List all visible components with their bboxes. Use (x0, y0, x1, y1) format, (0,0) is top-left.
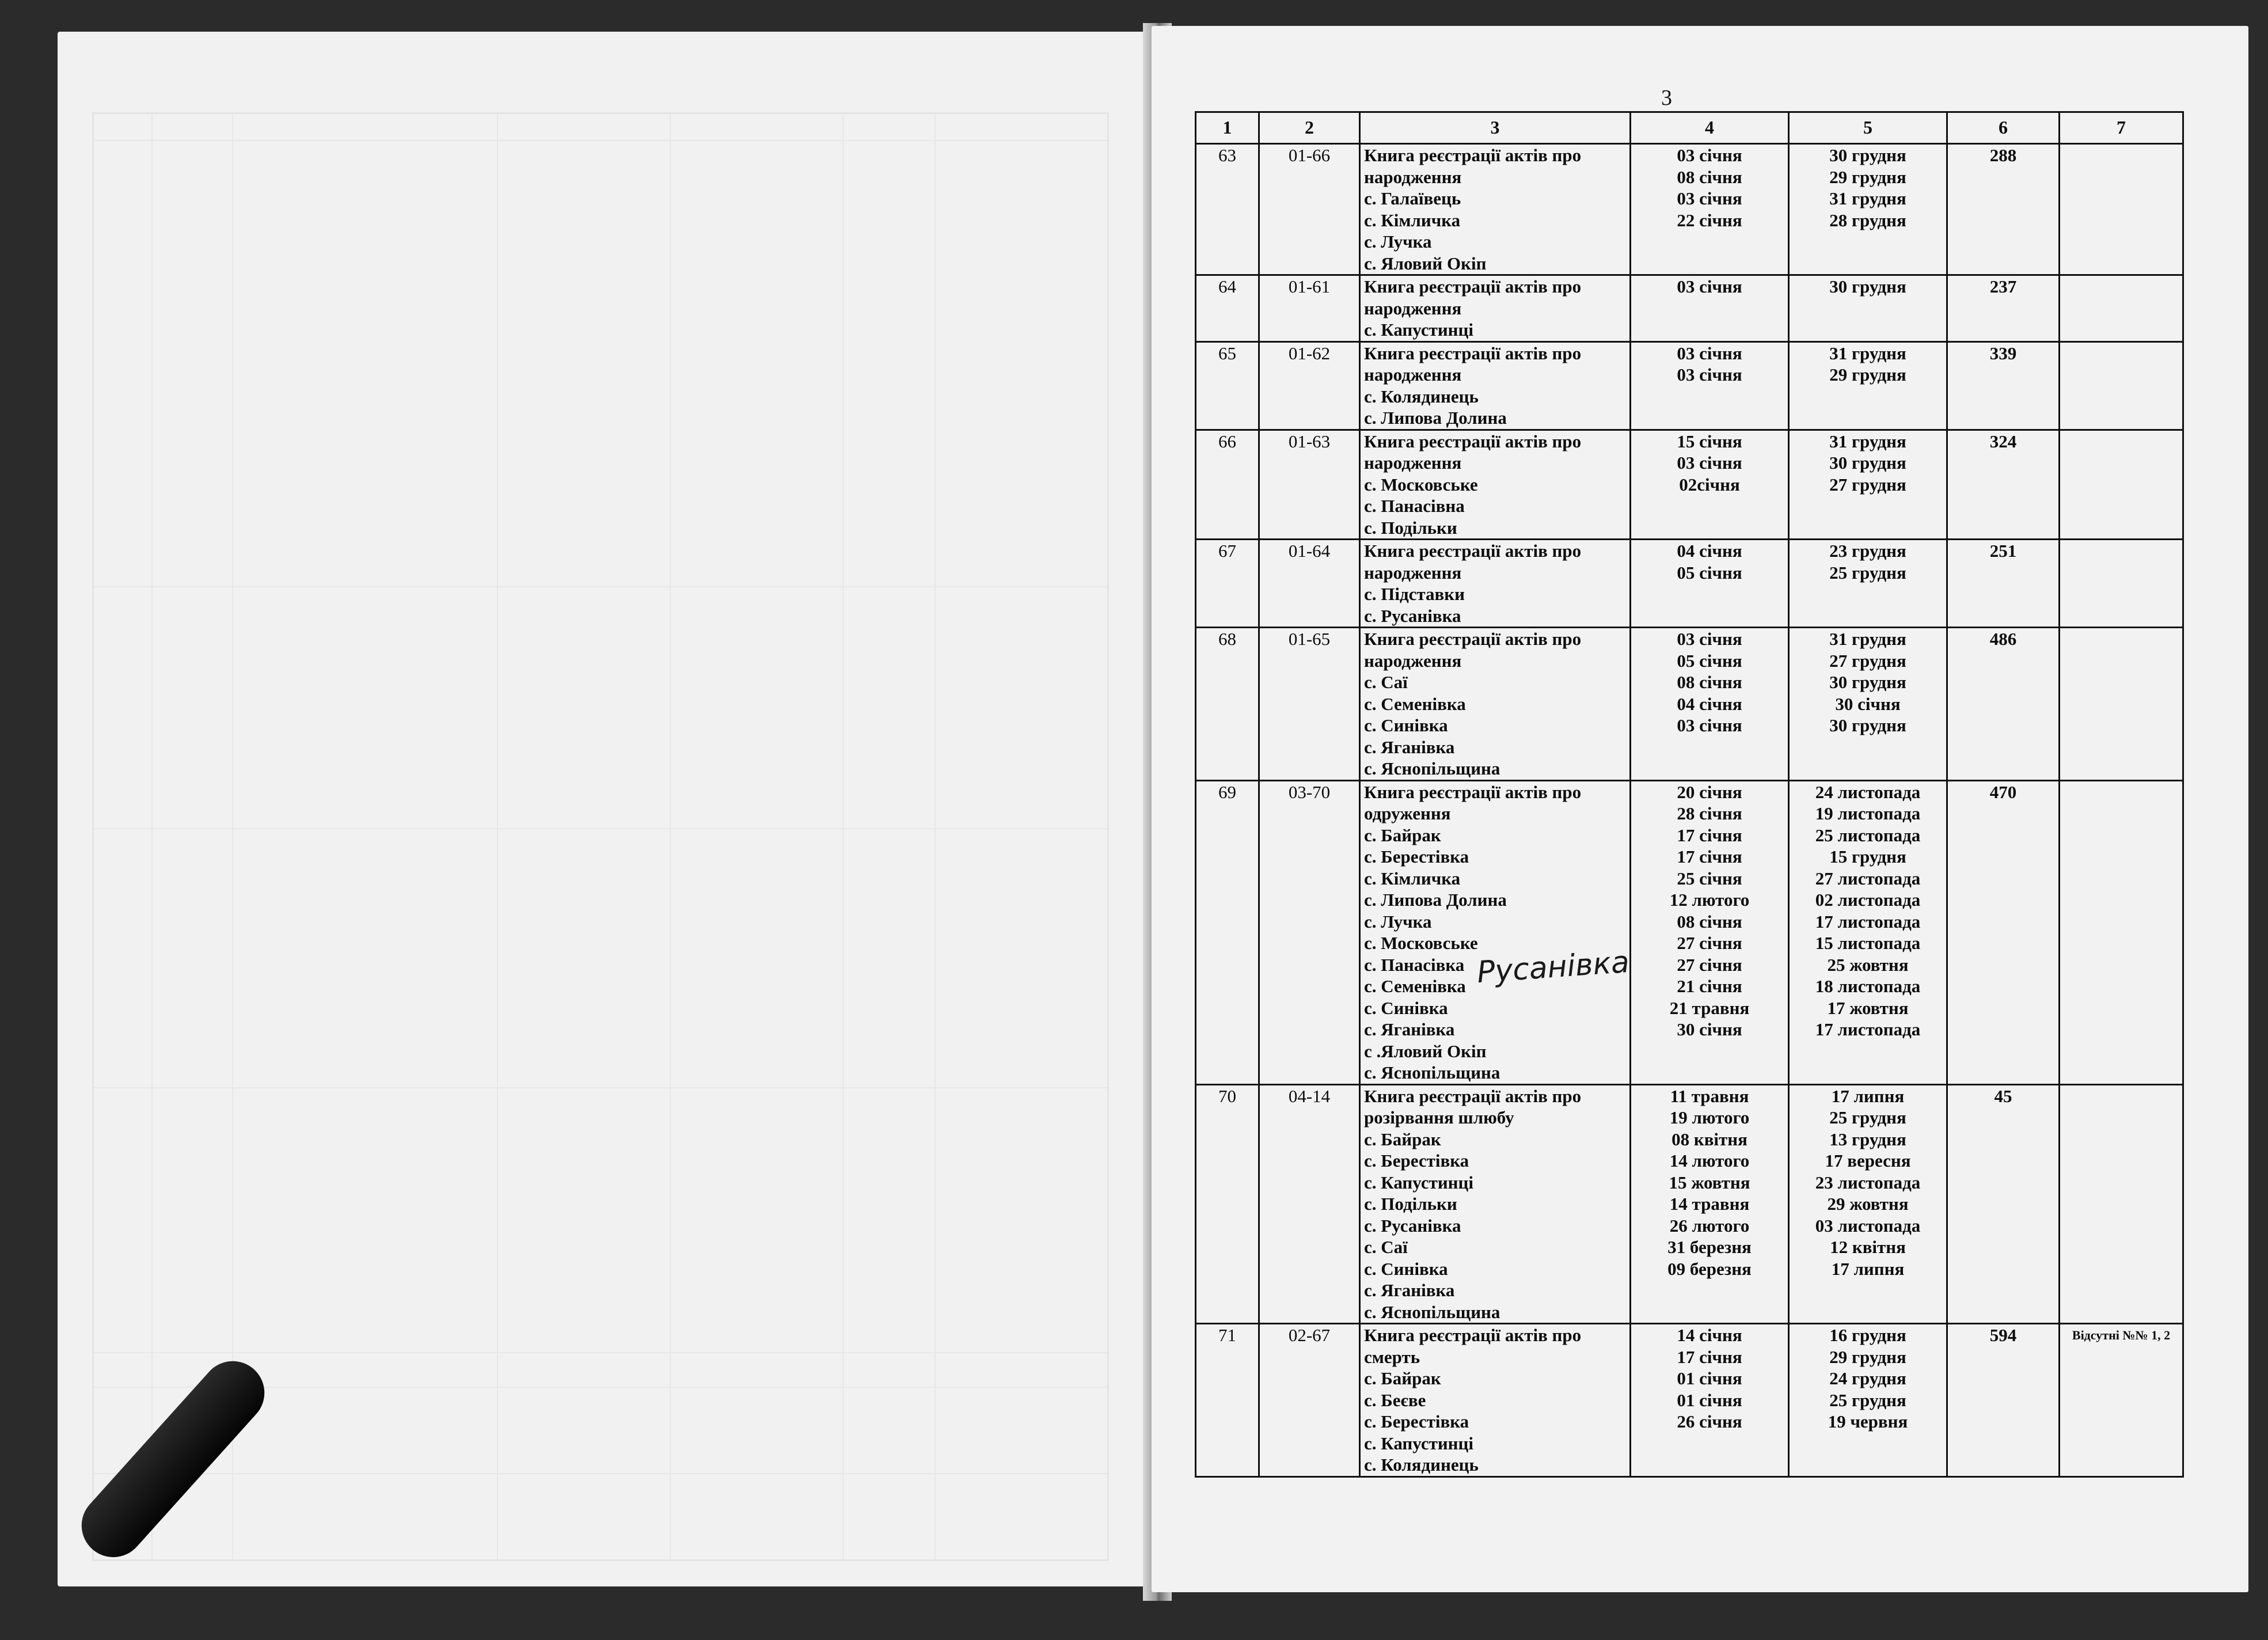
village-name: с. Яснопільщина (1364, 758, 1500, 779)
book-title-line: народження (1364, 650, 1462, 671)
left-page (58, 32, 1152, 1586)
start-date: 28 січня (1677, 803, 1742, 823)
end-date: 18 листопада (1815, 976, 1921, 996)
start-date: 30 січня (1677, 1019, 1742, 1039)
start-dates (1631, 628, 1789, 781)
handwritten-note: Русанівка (1476, 944, 1631, 990)
start-date: 03 січня (1677, 343, 1742, 363)
end-dates (1789, 341, 1947, 430)
col-header-5: 5 (1789, 112, 1947, 144)
entry-number: 71 (1196, 1324, 1259, 1477)
register-row (1196, 540, 2183, 628)
end-date: 17 вересня (1825, 1151, 1911, 1171)
col-header-7: 7 (2060, 112, 2183, 144)
entry-note (2060, 144, 2183, 275)
start-date: 17 січня (1677, 846, 1742, 867)
entry-count: 288 (1947, 144, 2060, 275)
start-dates (1631, 275, 1789, 342)
village-name: с. Капустинці (1364, 1172, 1474, 1193)
end-date: 13 грудня (1829, 1129, 1906, 1149)
register-row (1196, 1084, 2183, 1324)
entry-count: 470 (1947, 780, 2060, 1084)
end-date: 23 листопада (1815, 1172, 1921, 1193)
end-date: 29 грудня (1829, 365, 1906, 385)
end-date: 02 листопада (1815, 890, 1921, 910)
entry-count: 45 (1947, 1084, 2060, 1324)
end-date: 15 грудня (1829, 846, 1906, 867)
village-name: с. Лучка (1364, 231, 1432, 252)
village-name: с. Беєве (1364, 1390, 1426, 1410)
village-name: с. Берестівка (1364, 846, 1469, 867)
end-date: 30 грудня (1829, 453, 1906, 473)
start-date: 20 січня (1677, 781, 1742, 802)
entry-description (1360, 628, 1631, 781)
start-date: 22 січня (1677, 210, 1742, 230)
end-date: 17 липня (1831, 1258, 1905, 1279)
village-name: с. Русанівка (1364, 605, 1461, 626)
start-date: 03 січня (1677, 715, 1742, 735)
book-title-line: Книга реєстрації актів про (1364, 343, 1582, 363)
start-date: 08 квітня (1671, 1129, 1747, 1149)
village-name: с. Подільки (1364, 1194, 1457, 1214)
end-date: 23 грудня (1829, 541, 1906, 561)
book-title-line: Книга реєстрації актів про (1364, 1085, 1582, 1106)
entry-number: 66 (1196, 430, 1259, 540)
end-date: 30 грудня (1829, 145, 1906, 165)
village-name: с .Яловий Окіп (1364, 1041, 1487, 1061)
entry-count: 339 (1947, 341, 2060, 430)
village-name: с. Панасівка (1364, 954, 1465, 975)
start-date: 08 січня (1677, 672, 1742, 692)
end-dates (1789, 540, 1947, 628)
entry-number: 63 (1196, 144, 1259, 275)
village-name: с. Саї (1364, 672, 1408, 692)
book-title-line: народження (1364, 298, 1462, 318)
entry-note (2060, 430, 2183, 540)
col-header-1: 1 (1196, 112, 1259, 144)
entry-count: 594 (1947, 1324, 2060, 1477)
end-date: 15 листопада (1815, 933, 1921, 953)
village-name: с. Кімличка (1364, 868, 1461, 889)
entry-description (1360, 1324, 1631, 1477)
start-dates (1631, 1324, 1789, 1477)
village-name: с. Капустинці (1364, 1433, 1474, 1453)
end-date: 31 грудня (1829, 431, 1906, 451)
entry-number: 67 (1196, 540, 1259, 628)
village-name: с. Панасівна (1364, 496, 1465, 516)
end-date: 27 листопада (1815, 868, 1921, 889)
village-name: с. Липова Долина (1364, 890, 1507, 910)
start-date: 31 березня (1667, 1237, 1752, 1257)
entry-description (1360, 1084, 1631, 1324)
village-name: с. Байрак (1364, 1129, 1441, 1149)
entry-count: 324 (1947, 430, 2060, 540)
entry-code: 01-66 (1259, 144, 1360, 275)
start-date: 04 січня (1677, 693, 1742, 714)
end-date: 30 грудня (1829, 276, 1906, 297)
end-date: 28 грудня (1829, 210, 1906, 230)
register-row (1196, 430, 2183, 540)
end-date: 24 грудня (1829, 1368, 1906, 1388)
village-name: с. Липова Долина (1364, 408, 1507, 428)
end-date: 25 жовтня (1827, 954, 1909, 975)
start-dates (1631, 430, 1789, 540)
village-name: с. Синівка (1364, 997, 1448, 1018)
header-row (1196, 112, 2183, 144)
start-date: 03 січня (1677, 453, 1742, 473)
end-date: 25 грудня (1829, 1107, 1906, 1128)
entry-description (1360, 430, 1631, 540)
entry-description (1360, 341, 1631, 430)
entry-code: 02-67 (1259, 1324, 1360, 1477)
start-date: 19 лютого (1669, 1107, 1750, 1128)
end-dates (1789, 430, 1947, 540)
end-date: 19 листопада (1815, 803, 1921, 823)
start-date: 17 січня (1677, 1346, 1742, 1367)
start-date: 14 лютого (1669, 1151, 1750, 1171)
village-name: с. Саї (1364, 1237, 1408, 1257)
end-dates (1789, 780, 1947, 1084)
entry-code: 01-65 (1259, 628, 1360, 781)
end-date: 30 грудня (1829, 672, 1906, 692)
register-row (1196, 341, 2183, 430)
col-header-6: 6 (1947, 112, 2060, 144)
start-date: 03 січня (1677, 629, 1742, 649)
village-name: с. Яснопільщина (1364, 1062, 1500, 1083)
start-date: 05 січня (1677, 562, 1742, 583)
book-title-line: Книга реєстрації актів про (1364, 629, 1582, 649)
entry-note (2060, 1084, 2183, 1324)
col-header-3: 3 (1360, 112, 1631, 144)
entry-count: 237 (1947, 275, 2060, 342)
village-name: с. Кімличка (1364, 210, 1461, 230)
entry-number: 68 (1196, 628, 1259, 781)
end-dates (1789, 628, 1947, 781)
register-table (1195, 111, 2184, 1478)
start-date: 05 січня (1677, 650, 1742, 671)
entry-code: 04-14 (1259, 1084, 1360, 1324)
village-name: с. Подільки (1364, 517, 1457, 538)
book-title-line: смерть (1364, 1346, 1420, 1367)
end-dates (1789, 144, 1947, 275)
end-date: 31 грудня (1829, 343, 1906, 363)
entry-note (2060, 628, 2183, 781)
start-date: 25 січня (1677, 868, 1742, 889)
start-dates (1631, 780, 1789, 1084)
start-date: 15 жовтня (1669, 1172, 1750, 1193)
start-date: 14 травня (1669, 1194, 1750, 1214)
entry-description (1360, 540, 1631, 628)
start-date: 03 січня (1677, 365, 1742, 385)
end-date: 17 жовтня (1827, 997, 1909, 1018)
book-title-line: Книга реєстрації актів про (1364, 781, 1582, 802)
village-name: с. Яснопільщина (1364, 1301, 1500, 1322)
end-date: 25 грудня (1829, 562, 1906, 583)
book-title-line: народження (1364, 453, 1462, 473)
village-name: с. Підставки (1364, 584, 1465, 604)
end-date: 12 квітня (1830, 1237, 1906, 1257)
village-name: с. Синівка (1364, 1258, 1448, 1279)
entry-number: 64 (1196, 275, 1259, 342)
entry-code: 01-62 (1259, 341, 1360, 430)
start-date: 26 січня (1677, 1411, 1742, 1432)
end-date: 19 червня (1828, 1411, 1908, 1432)
village-name: с. Яловий Окіп (1364, 253, 1487, 274)
start-date: 08 січня (1677, 166, 1742, 187)
village-name: с. Берестівка (1364, 1411, 1469, 1432)
end-date: 03 листопада (1815, 1215, 1921, 1236)
village-name: с. Байрак (1364, 1368, 1441, 1388)
entry-code: 01-63 (1259, 430, 1360, 540)
village-name: с. Яганівка (1364, 1019, 1455, 1039)
end-date: 31 грудня (1829, 188, 1906, 208)
start-date: 14 січня (1677, 1325, 1742, 1345)
village-name: с. Колядинець (1364, 1455, 1479, 1475)
start-dates (1631, 1084, 1789, 1324)
start-date: 11 травня (1670, 1085, 1749, 1106)
entry-number: 69 (1196, 780, 1259, 1084)
start-date: 01 січня (1677, 1390, 1742, 1410)
register-row (1196, 144, 2183, 275)
entry-code: 01-61 (1259, 275, 1360, 342)
village-name: с. Лучка (1364, 911, 1432, 932)
entry-description (1360, 144, 1631, 275)
start-dates (1631, 341, 1789, 430)
register-row (1196, 1324, 2183, 1477)
page-number: 3 (1661, 86, 1672, 110)
end-date: 30 січня (1835, 693, 1901, 714)
book-title-line: народження (1364, 166, 1462, 187)
register-row (1196, 780, 2183, 1084)
col-header-2: 2 (1259, 112, 1360, 144)
village-name: с. Колядинець (1364, 386, 1479, 407)
end-date: 25 грудня (1829, 1390, 1906, 1410)
start-date: 09 березня (1667, 1258, 1752, 1279)
entry-count: 251 (1947, 540, 2060, 628)
entry-note (2060, 540, 2183, 628)
end-dates (1789, 1084, 1947, 1324)
village-name: с. Галаївець (1364, 188, 1461, 208)
col-header-4: 4 (1631, 112, 1789, 144)
left-page-faded-table (92, 112, 1109, 1561)
end-date: 16 грудня (1829, 1325, 1906, 1345)
end-date: 17 листопада (1815, 1019, 1921, 1039)
end-date: 17 липня (1831, 1085, 1905, 1106)
book-title-line: народження (1364, 562, 1462, 583)
end-date: 29 грудня (1829, 166, 1906, 187)
book-title-line: народження (1364, 365, 1462, 385)
start-date: 27 січня (1677, 954, 1742, 975)
end-date: 25 листопада (1815, 825, 1921, 845)
end-date: 24 листопада (1815, 781, 1921, 802)
start-date: 21 травня (1669, 997, 1750, 1018)
village-name: с. Байрак (1364, 825, 1441, 845)
end-date: 29 грудня (1829, 1346, 1906, 1367)
village-name: с. Синівка (1364, 715, 1448, 735)
start-date: 03 січня (1677, 276, 1742, 297)
start-date: 12 лютого (1669, 890, 1750, 910)
village-name: с. Русанівка (1364, 1215, 1461, 1236)
entry-code: 01-64 (1259, 540, 1360, 628)
start-date: 15 січня (1677, 431, 1742, 451)
end-date: 17 листопада (1815, 911, 1921, 932)
entry-description (1360, 780, 1631, 1084)
book-title-line: Книга реєстрації актів про (1364, 145, 1582, 165)
book-title-line: Книга реєстрації актів про (1364, 431, 1582, 451)
end-date: 29 жовтня (1827, 1194, 1909, 1214)
start-date: 01 січня (1677, 1368, 1742, 1388)
entry-note: Відсутні №№ 1, 2 (2060, 1324, 2183, 1477)
entry-number: 65 (1196, 341, 1259, 430)
village-name: с. Яганівка (1364, 1280, 1455, 1300)
book-title-line: одруження (1364, 803, 1451, 823)
entry-count: 486 (1947, 628, 2060, 781)
village-name: с. Московське (1364, 474, 1478, 495)
end-date: 27 грудня (1829, 474, 1906, 495)
book-title-line: Книга реєстрації актів про (1364, 541, 1582, 561)
start-date: 04 січня (1677, 541, 1742, 561)
village-name: с. Капустинці (1364, 320, 1474, 340)
end-date: 27 грудня (1829, 650, 1906, 671)
end-date: 30 грудня (1829, 715, 1906, 735)
village-name: с. Яганівка (1364, 737, 1455, 757)
entry-note (2060, 341, 2183, 430)
entry-note (2060, 275, 2183, 342)
start-date: 02січня (1679, 474, 1740, 495)
entry-description (1360, 275, 1631, 342)
start-dates (1631, 144, 1789, 275)
register-row (1196, 628, 2183, 781)
end-dates (1789, 1324, 1947, 1477)
village-name: с. Семенівка (1364, 693, 1466, 714)
start-date: 17 січня (1677, 825, 1742, 845)
start-date: 26 лютого (1669, 1215, 1750, 1236)
book-title-line: Книга реєстрації актів про (1364, 1325, 1582, 1345)
village-name: с. Московське (1364, 933, 1478, 953)
entry-number: 70 (1196, 1084, 1259, 1324)
start-date: 27 січня (1677, 933, 1742, 953)
start-date: 21 січня (1677, 976, 1742, 996)
register-row (1196, 275, 2183, 342)
end-dates (1789, 275, 1947, 342)
start-date: 03 січня (1677, 188, 1742, 208)
village-name: с. Берестівка (1364, 1151, 1469, 1171)
end-date: 31 грудня (1829, 629, 1906, 649)
book-title-line: Книга реєстрації актів про (1364, 276, 1582, 297)
village-name: с. Семенівка (1364, 976, 1466, 996)
start-date: 03 січня (1677, 145, 1742, 165)
start-date: 08 січня (1677, 911, 1742, 932)
start-dates (1631, 540, 1789, 628)
entry-code: 03-70 (1259, 780, 1360, 1084)
entry-note (2060, 780, 2183, 1084)
book-title-line: розірвання шлюбу (1364, 1107, 1514, 1128)
